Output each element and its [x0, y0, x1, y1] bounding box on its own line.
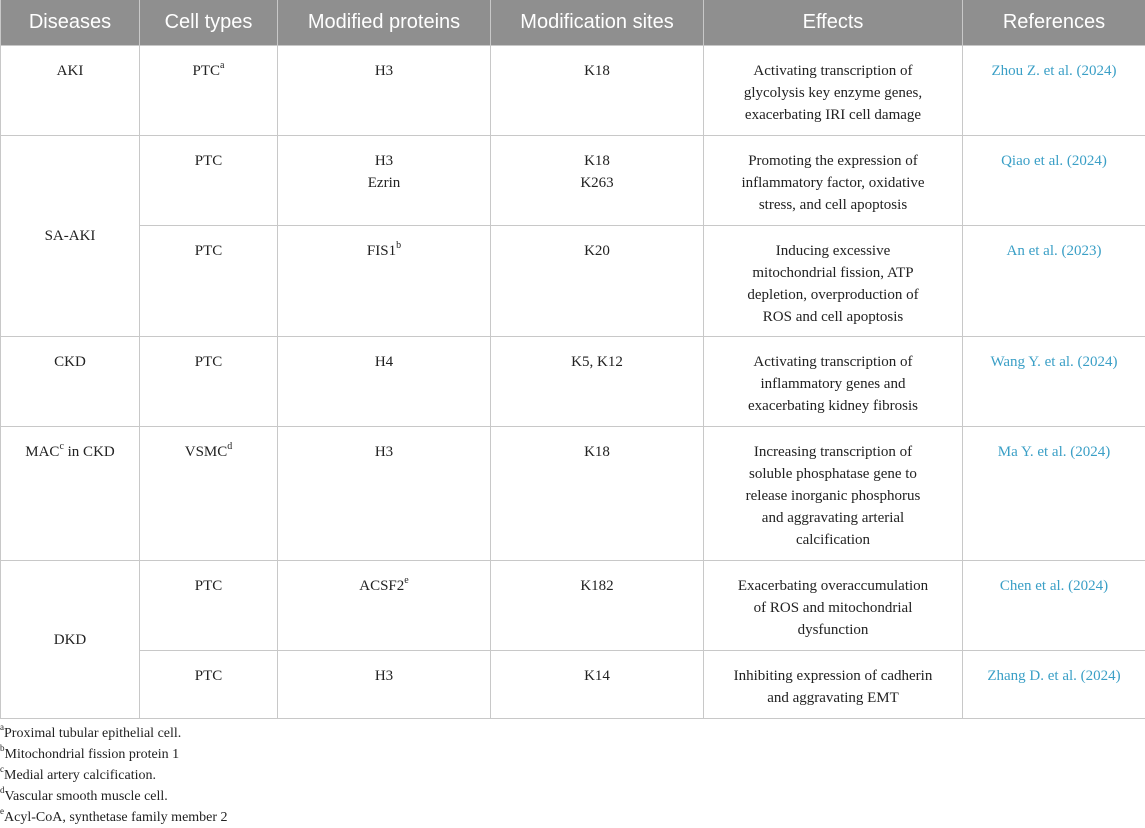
table-row [1, 651, 1145, 719]
sites-cell: K20 [491, 226, 704, 337]
footnote: $^b$Mitochondrial fission protein 1 [0, 744, 228, 765]
footnote: $^e$Acyl-CoA, synthetase family member 2 [0, 807, 228, 828]
table-row [1, 561, 1145, 651]
table-row [1, 427, 1145, 561]
disease-cell: AKI [1, 46, 140, 136]
table-row [1, 46, 1145, 136]
reference-link[interactable]: An et al. (2023) [963, 226, 1145, 337]
protein-cell: H3 [278, 427, 491, 561]
table-row [1, 136, 1145, 226]
reference-link[interactable]: Chen et al. (2024) [963, 561, 1145, 651]
cell-type-cell: VSMC$^d$ [140, 427, 278, 561]
cell-type-cell: PTC [140, 337, 278, 427]
reference-link[interactable]: Zhou Z. et al. (2024) [963, 46, 1145, 136]
protein-cell: H3 Ezrin [278, 136, 491, 226]
effect-cell: Activating transcription of glycolysis key enzyme genes, exacerbating IRI cell damage [704, 46, 963, 136]
protein-cell: H3 [278, 46, 491, 136]
footnote: $^a$Proximal tubular epithelial cell. [0, 723, 228, 744]
effect-cell: Inducing excessive mitochondrial fission, ATP depletion, overproduction of ROS and cell apoptosis [704, 226, 963, 337]
header-effects: Effects [704, 0, 963, 46]
cell-type-cell: PTC$^a$ [140, 46, 278, 136]
header-modification-sites: Modification sites [491, 0, 704, 46]
reference-link[interactable]: Qiao et al. (2024) [963, 136, 1145, 226]
sites-cell: K182 [491, 561, 704, 651]
sites-cell: K14 [491, 651, 704, 719]
protein-cell: H3 [278, 651, 491, 719]
reference-link[interactable]: Zhang D. et al. (2024) [963, 651, 1145, 719]
effect-cell: Activating transcription of inflammatory genes and exacerbating kidney fibrosis [704, 337, 963, 427]
table-row [1, 226, 1145, 337]
sites-cell: K18 K263 [491, 136, 704, 226]
sites-cell: K5, K12 [491, 337, 704, 427]
disease-cell: MAC$^c$ in CKD [1, 427, 140, 561]
header-cell-types: Cell types [140, 0, 278, 46]
effect-cell: Inhibiting expression of cadherin and aggravating EMT [704, 651, 963, 719]
header-row [1, 0, 1145, 46]
footnotes [0, 723, 228, 828]
disease-cell: DKD [1, 561, 140, 719]
protein-cell: ACSF2e [278, 561, 491, 651]
reference-link[interactable]: Wang Y. et al. (2024) [963, 337, 1145, 427]
table-row [1, 337, 1145, 427]
cell-type-cell: PTC [140, 651, 278, 719]
header-references: References [963, 0, 1145, 46]
disease-cell: SA-AKI [1, 136, 140, 337]
footnote: $^c$Medial artery calcification. [0, 765, 228, 786]
cell-type-cell: PTC [140, 561, 278, 651]
cell-type-cell: PTC [140, 226, 278, 337]
cell-type-cell: PTC [140, 136, 278, 226]
header-modified-proteins: Modified proteins [278, 0, 491, 46]
reference-link[interactable]: Ma Y. et al. (2024) [963, 427, 1145, 561]
sites-cell: K18 [491, 427, 704, 561]
footnote: $^d$Vascular smooth muscle cell. [0, 786, 228, 807]
disease-cell: CKD [1, 337, 140, 427]
sites-cell: K18 [491, 46, 704, 136]
header-diseases: Diseases [1, 0, 140, 46]
protein-cell: FIS1$^b$ [278, 226, 491, 337]
effect-cell: Increasing transcription of soluble phosphatase gene to release inorganic phosphorus and aggravating arterial calcification [704, 427, 963, 561]
effect-cell: Exacerbating overaccumulation of ROS and mitochondrial dysfunction [704, 561, 963, 651]
effect-cell: Promoting the expression of inflammatory factor, oxidative stress, and cell apoptosis [704, 136, 963, 226]
protein-cell: H4 [278, 337, 491, 427]
